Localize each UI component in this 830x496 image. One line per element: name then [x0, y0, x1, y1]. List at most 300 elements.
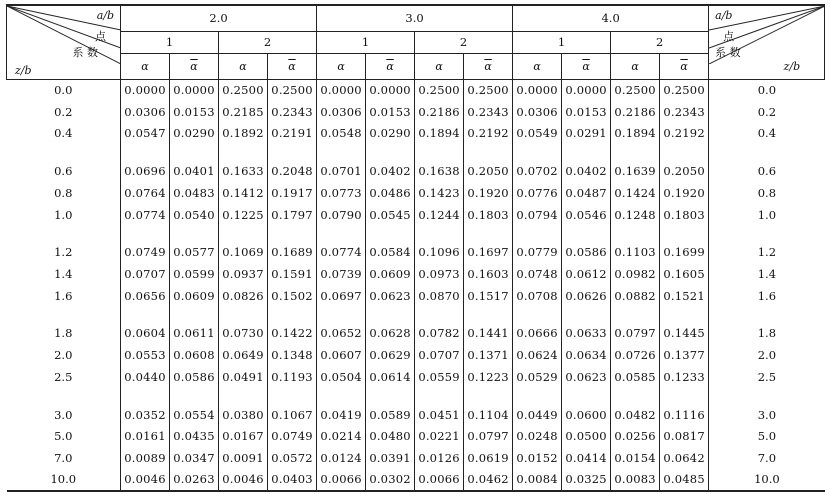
- coefficient-cell: 0.0708: [513, 285, 562, 307]
- z-value-right: 5.0: [709, 425, 825, 447]
- coefficient-cell: 0.0248: [513, 425, 562, 447]
- z-value-left: 0.8: [7, 182, 121, 204]
- coefficient-cell: 0.0608: [170, 344, 219, 366]
- coefficient-cell: 0.0652: [317, 323, 366, 345]
- alpha-header: α: [415, 53, 464, 79]
- coefficient-cell: 0.0066: [415, 469, 464, 491]
- ab-header-2: 3.0: [317, 5, 513, 31]
- corner-zb-label-right: z/b: [783, 59, 801, 73]
- coefficient-cell: 0.0577: [170, 241, 219, 263]
- point-header: 2: [415, 31, 513, 53]
- z-value-right: 2.0: [709, 344, 825, 366]
- spacer-cell: [121, 225, 170, 241]
- coefficient-cell: 0.0154: [611, 447, 660, 469]
- alpha-header: α: [219, 53, 268, 79]
- z-value-right: 1.8: [709, 323, 825, 345]
- coefficient-cell: 0.0817: [660, 425, 709, 447]
- spacer-cell: [611, 388, 660, 404]
- corner-coef-label-right: 系 数: [715, 46, 741, 59]
- alpha-header: α: [513, 53, 562, 79]
- coefficient-cell: 0.0623: [366, 285, 415, 307]
- table-row: [7, 344, 825, 366]
- z-value-right: 1.6: [709, 285, 825, 307]
- coefficient-cell: 0.1422: [268, 323, 317, 345]
- coefficient-cell: 0.2048: [268, 160, 317, 182]
- z-value-left: 1.6: [7, 285, 121, 307]
- coefficient-cell: 0.0609: [366, 263, 415, 285]
- z-value-left: 0.4: [7, 123, 121, 145]
- z-value-left: 3.0: [7, 404, 121, 426]
- coefficient-cell: 0.1244: [415, 204, 464, 226]
- coefficient-cell: 0.0586: [170, 366, 219, 388]
- coefficient-cell: 0.0302: [366, 469, 415, 491]
- coefficient-cell: 0.0697: [317, 285, 366, 307]
- coefficient-cell: 0.0263: [170, 469, 219, 491]
- coefficient-cell: 0.1638: [415, 160, 464, 182]
- z-value-left: 10.0: [7, 469, 121, 491]
- coefficient-cell: 0.0451: [415, 404, 464, 426]
- spacer-cell: [7, 144, 121, 160]
- coefficient-cell: 0.1917: [268, 182, 317, 204]
- coefficient-cell: 0.1803: [464, 204, 513, 226]
- coefficient-cell: 0.0091: [219, 447, 268, 469]
- coefficient-cell: 0.0391: [366, 447, 415, 469]
- coefficient-cell: 0.0870: [415, 285, 464, 307]
- coefficient-cell: 0.0589: [366, 404, 415, 426]
- coefficient-cell: 0.1920: [464, 182, 513, 204]
- spacer-cell: [611, 225, 660, 241]
- table-row: [7, 323, 825, 345]
- group-spacer: [7, 388, 825, 404]
- table-row: [7, 160, 825, 182]
- alpha-bar-header: $\overline{\alpha}$: [268, 53, 317, 79]
- spacer-cell: [709, 225, 825, 241]
- coefficient-cell: 0.0554: [170, 404, 219, 426]
- spacer-cell: [317, 144, 366, 160]
- coefficient-cell: 0.2343: [660, 101, 709, 123]
- coefficient-cell: 0.0614: [366, 366, 415, 388]
- coefficient-cell: 0.2186: [611, 101, 660, 123]
- spacer-cell: [317, 388, 366, 404]
- spacer-cell: [121, 144, 170, 160]
- spacer-cell: [709, 144, 825, 160]
- coefficient-cell: 0.1445: [660, 323, 709, 345]
- coefficient-cell: 0.0124: [317, 447, 366, 469]
- coefficient-cell: 0.0000: [513, 79, 562, 101]
- coefficient-cell: 0.1892: [219, 123, 268, 145]
- spacer-cell: [709, 388, 825, 404]
- table-row: [7, 263, 825, 285]
- spacer-cell: [366, 307, 415, 323]
- header-corner-left: [7, 5, 121, 79]
- coefficient-cell: 0.0500: [562, 425, 611, 447]
- coefficient-cell: 0.2500: [611, 79, 660, 101]
- coefficient-cell: 0.2186: [415, 101, 464, 123]
- corner-point-label: 点: [95, 30, 106, 43]
- alpha-bar-header: $\overline{\alpha}$: [170, 53, 219, 79]
- coefficient-cell: 0.0126: [415, 447, 464, 469]
- table-row: [7, 204, 825, 226]
- spacer-cell: [415, 307, 464, 323]
- spacer-cell: [660, 307, 709, 323]
- coefficient-cell: 0.0306: [121, 101, 170, 123]
- spacer-cell: [366, 388, 415, 404]
- coefficient-cell: 0.0380: [219, 404, 268, 426]
- coefficient-cell: 0.0402: [366, 160, 415, 182]
- alpha-bar-header: $\overline{\alpha}$: [366, 53, 415, 79]
- coefficient-cell: 0.0046: [219, 469, 268, 491]
- coefficient-cell: 0.1591: [268, 263, 317, 285]
- spacer-cell: [562, 144, 611, 160]
- corner-point-label-right: 点: [723, 30, 735, 43]
- spacer-cell: [7, 225, 121, 241]
- spacer-cell: [121, 388, 170, 404]
- coefficient-cell: 0.0782: [415, 323, 464, 345]
- coefficient-cell: 0.2050: [660, 160, 709, 182]
- coefficient-cell: 0.0167: [219, 425, 268, 447]
- coefficient-table: [6, 4, 825, 492]
- z-value-right: 7.0: [709, 447, 825, 469]
- coefficient-cell: 0.1116: [660, 404, 709, 426]
- spacer-cell: [268, 388, 317, 404]
- coefficient-cell: 0.1424: [611, 182, 660, 204]
- spacer-cell: [317, 307, 366, 323]
- z-value-right: 1.0: [709, 204, 825, 226]
- coefficient-cell: 0.0066: [317, 469, 366, 491]
- coefficient-cell: 0.2500: [660, 79, 709, 101]
- spacer-cell: [170, 225, 219, 241]
- spacer-cell: [7, 307, 121, 323]
- coefficient-cell: 0.0306: [513, 101, 562, 123]
- coefficient-cell: 0.0153: [366, 101, 415, 123]
- spacer-cell: [170, 388, 219, 404]
- coefficient-cell: 0.0749: [268, 425, 317, 447]
- coefficient-cell: 0.1920: [660, 182, 709, 204]
- coefficient-cell: 0.1894: [611, 123, 660, 145]
- z-value-left: 1.0: [7, 204, 121, 226]
- coefficient-cell: 0.1193: [268, 366, 317, 388]
- coefficient-cell: 0.1371: [464, 344, 513, 366]
- spacer-cell: [513, 225, 562, 241]
- coefficient-cell: 0.0549: [513, 123, 562, 145]
- point-header: 2: [611, 31, 709, 53]
- coefficient-cell: 0.1603: [464, 263, 513, 285]
- coefficient-cell: 0.0882: [611, 285, 660, 307]
- coefficient-cell: 0.0702: [513, 160, 562, 182]
- z-value-right: 3.0: [709, 404, 825, 426]
- coefficient-cell: 0.0626: [562, 285, 611, 307]
- coefficient-cell: 0.0628: [366, 323, 415, 345]
- coefficient-cell: 0.0774: [317, 241, 366, 263]
- spacer-cell: [219, 225, 268, 241]
- spacer-cell: [513, 307, 562, 323]
- spacer-cell: [219, 144, 268, 160]
- coefficient-cell: 0.0084: [513, 469, 562, 491]
- z-value-right: 10.0: [709, 469, 825, 491]
- spacer-cell: [709, 307, 825, 323]
- coefficient-cell: 0.0000: [121, 79, 170, 101]
- coefficient-cell: 0.0790: [317, 204, 366, 226]
- coefficient-cell: 0.0937: [219, 263, 268, 285]
- coefficient-cell: 0.2191: [268, 123, 317, 145]
- coefficient-cell: 0.0666: [513, 323, 562, 345]
- coefficient-cell: 0.0449: [513, 404, 562, 426]
- coefficient-cell: 0.0491: [219, 366, 268, 388]
- coefficient-cell: 0.1441: [464, 323, 513, 345]
- spacer-cell: [317, 225, 366, 241]
- spacer-cell: [219, 388, 268, 404]
- coefficient-cell: 0.0826: [219, 285, 268, 307]
- coefficient-cell: 0.0000: [366, 79, 415, 101]
- ab-header-1: 2.0: [121, 5, 317, 31]
- z-value-left: 1.4: [7, 263, 121, 285]
- coefficient-cell: 0.0306: [317, 101, 366, 123]
- coefficient-cell: 0.0776: [513, 182, 562, 204]
- coefficient-cell: 0.1423: [415, 182, 464, 204]
- corner-coef-label: 系 数: [72, 46, 98, 59]
- alpha-header: α: [317, 53, 366, 79]
- table-row: [7, 469, 825, 491]
- coefficient-cell: 0.1689: [268, 241, 317, 263]
- corner-zb-label: z/b: [15, 63, 32, 77]
- coefficient-cell: 0.0773: [317, 182, 366, 204]
- z-value-right: 0.2: [709, 101, 825, 123]
- coefficient-cell: 0.0633: [562, 323, 611, 345]
- spacer-cell: [7, 388, 121, 404]
- coefficient-cell: 0.0600: [562, 404, 611, 426]
- coefficient-cell: 0.0414: [562, 447, 611, 469]
- coefficient-cell: 0.2050: [464, 160, 513, 182]
- spacer-cell: [366, 144, 415, 160]
- coefficient-cell: 0.0797: [464, 425, 513, 447]
- coefficient-cell: 0.1233: [660, 366, 709, 388]
- coefficient-cell: 0.0739: [317, 263, 366, 285]
- z-value-left: 5.0: [7, 425, 121, 447]
- coefficient-cell: 0.1377: [660, 344, 709, 366]
- corner-ab-label-right: a/b: [715, 9, 733, 22]
- ab-header-3: 4.0: [513, 5, 709, 31]
- spacer-cell: [611, 144, 660, 160]
- coefficient-cell: 0.0419: [317, 404, 366, 426]
- z-value-left: 0.6: [7, 160, 121, 182]
- alpha-bar-header: $\overline{\alpha}$: [464, 53, 513, 79]
- coefficient-cell: 0.0642: [660, 447, 709, 469]
- group-spacer: [7, 144, 825, 160]
- spacer-cell: [562, 307, 611, 323]
- coefficient-cell: 0.0540: [170, 204, 219, 226]
- coefficient-cell: 0.0000: [562, 79, 611, 101]
- z-value-left: 1.2: [7, 241, 121, 263]
- alpha-bar-header: $\overline{\alpha}$: [562, 53, 611, 79]
- coefficient-cell: 0.0480: [366, 425, 415, 447]
- coefficient-cell: 0.0089: [121, 447, 170, 469]
- coefficient-cell: 0.1894: [415, 123, 464, 145]
- alpha-header: α: [121, 53, 170, 79]
- coefficient-cell: 0.0604: [121, 323, 170, 345]
- spacer-cell: [660, 225, 709, 241]
- coefficient-cell: 0.1633: [219, 160, 268, 182]
- coefficient-cell: 0.2192: [464, 123, 513, 145]
- coefficient-cell: 0.0572: [268, 447, 317, 469]
- coefficient-cell: 0.1517: [464, 285, 513, 307]
- coefficient-cell: 0.0000: [317, 79, 366, 101]
- coefficient-cell: 0.0624: [513, 344, 562, 366]
- z-value-right: 1.2: [709, 241, 825, 263]
- coefficient-cell: 0.0545: [366, 204, 415, 226]
- z-value-right: 1.4: [709, 263, 825, 285]
- z-value-right: 2.5: [709, 366, 825, 388]
- coefficient-cell: 0.0153: [170, 101, 219, 123]
- coefficient-cell: 0.0774: [121, 204, 170, 226]
- coefficient-cell: 0.0347: [170, 447, 219, 469]
- spacer-cell: [170, 144, 219, 160]
- coefficient-cell: 0.0707: [121, 263, 170, 285]
- spacer-cell: [660, 388, 709, 404]
- coefficient-cell: 0.1248: [611, 204, 660, 226]
- coefficient-cell: 0.1104: [464, 404, 513, 426]
- spacer-cell: [268, 144, 317, 160]
- coefficient-cell: 0.0634: [562, 344, 611, 366]
- coefficient-cell: 0.1069: [219, 241, 268, 263]
- coefficient-cell: 0.0585: [611, 366, 660, 388]
- coefficient-cell: 0.0559: [415, 366, 464, 388]
- spacer-cell: [513, 388, 562, 404]
- spacer-cell: [415, 225, 464, 241]
- coefficient-cell: 0.0973: [415, 263, 464, 285]
- coefficient-cell: 0.0504: [317, 366, 366, 388]
- coefficient-cell: 0.0612: [562, 263, 611, 285]
- coefficient-cell: 0.0586: [562, 241, 611, 263]
- coefficient-cell: 0.1412: [219, 182, 268, 204]
- coefficient-cell: 0.0462: [464, 469, 513, 491]
- coefficient-cell: 0.1502: [268, 285, 317, 307]
- coefficient-cell: 0.0611: [170, 323, 219, 345]
- spacer-cell: [562, 388, 611, 404]
- coefficient-cell: 0.0982: [611, 263, 660, 285]
- coefficient-cell: 0.0609: [170, 285, 219, 307]
- spacer-cell: [415, 388, 464, 404]
- coefficient-cell: 0.0000: [170, 79, 219, 101]
- table-row: [7, 285, 825, 307]
- coefficient-cell: 0.0290: [366, 123, 415, 145]
- table-row: [7, 79, 825, 101]
- spacer-cell: [366, 225, 415, 241]
- group-spacer: [7, 307, 825, 323]
- coefficient-cell: 0.0083: [611, 469, 660, 491]
- coefficient-cell: 0.0487: [562, 182, 611, 204]
- coefficient-cell: 0.2500: [415, 79, 464, 101]
- coefficient-cell: 0.0482: [611, 404, 660, 426]
- coefficient-cell: 0.1797: [268, 204, 317, 226]
- coefficient-cell: 0.0486: [366, 182, 415, 204]
- coefficient-cell: 0.0619: [464, 447, 513, 469]
- table-row: [7, 101, 825, 123]
- coefficient-cell: 0.1348: [268, 344, 317, 366]
- coefficient-cell: 0.0749: [121, 241, 170, 263]
- point-header: 1: [513, 31, 611, 53]
- table-row: [7, 404, 825, 426]
- spacer-cell: [170, 307, 219, 323]
- coefficient-cell: 0.1803: [660, 204, 709, 226]
- coefficient-cell: 0.2192: [660, 123, 709, 145]
- coefficient-cell: 0.0599: [170, 263, 219, 285]
- coefficient-cell: 0.0325: [562, 469, 611, 491]
- coefficient-cell: 0.0696: [121, 160, 170, 182]
- z-value-left: 2.0: [7, 344, 121, 366]
- coefficient-cell: 0.1639: [611, 160, 660, 182]
- coefficient-cell: 0.1225: [219, 204, 268, 226]
- z-value-left: 0.2: [7, 101, 121, 123]
- coefficient-cell: 0.0547: [121, 123, 170, 145]
- coefficient-cell: 0.0730: [219, 323, 268, 345]
- coefficient-cell: 0.1699: [660, 241, 709, 263]
- coefficient-cell: 0.0797: [611, 323, 660, 345]
- coefficient-cell: 0.0548: [317, 123, 366, 145]
- spacer-cell: [464, 388, 513, 404]
- z-value-left: 2.5: [7, 366, 121, 388]
- coefficient-cell: 0.1697: [464, 241, 513, 263]
- spacer-cell: [562, 225, 611, 241]
- coefficient-cell: 0.0046: [121, 469, 170, 491]
- coefficient-cell: 0.1605: [660, 263, 709, 285]
- spacer-cell: [464, 144, 513, 160]
- alpha-bar-header: $\overline{\alpha}$: [660, 53, 709, 79]
- z-value-left: 1.8: [7, 323, 121, 345]
- coefficient-cell: 0.1067: [268, 404, 317, 426]
- coefficient-cell: 0.0483: [170, 182, 219, 204]
- coefficient-cell: 0.0623: [562, 366, 611, 388]
- coefficient-cell: 0.2343: [464, 101, 513, 123]
- coefficient-cell: 0.0214: [317, 425, 366, 447]
- table-body: [7, 79, 825, 491]
- coefficient-cell: 0.0553: [121, 344, 170, 366]
- spacer-cell: [660, 144, 709, 160]
- coefficient-cell: 0.0152: [513, 447, 562, 469]
- coefficient-cell: 0.0649: [219, 344, 268, 366]
- coefficient-cell: 0.0435: [170, 425, 219, 447]
- coefficient-cell: 0.0221: [415, 425, 464, 447]
- coefficient-cell: 0.2343: [268, 101, 317, 123]
- group-spacer: [7, 225, 825, 241]
- point-header: 2: [219, 31, 317, 53]
- table-row: [7, 241, 825, 263]
- table-row: [7, 123, 825, 145]
- coefficient-cell: 0.1096: [415, 241, 464, 263]
- alpha-header: α: [611, 53, 660, 79]
- coefficient-cell: 0.0607: [317, 344, 366, 366]
- coefficient-cell: 0.0629: [366, 344, 415, 366]
- z-value-right: 0.0: [709, 79, 825, 101]
- coefficient-cell: 0.0256: [611, 425, 660, 447]
- corner-ab-label: a/b: [96, 9, 114, 22]
- coefficient-cell: 0.2500: [268, 79, 317, 101]
- table-row: [7, 182, 825, 204]
- coefficient-cell: 0.2185: [219, 101, 268, 123]
- coefficient-cell: 0.0153: [562, 101, 611, 123]
- spacer-cell: [268, 307, 317, 323]
- spacer-cell: [415, 144, 464, 160]
- coefficient-cell: 0.1103: [611, 241, 660, 263]
- coefficient-cell: 0.0701: [317, 160, 366, 182]
- coefficient-cell: 0.0779: [513, 241, 562, 263]
- coefficient-cell: 0.0403: [268, 469, 317, 491]
- coefficient-cell: 0.0485: [660, 469, 709, 491]
- coefficient-cell: 0.0707: [415, 344, 464, 366]
- coefficient-cell: 0.0794: [513, 204, 562, 226]
- spacer-cell: [268, 225, 317, 241]
- point-header: 1: [317, 31, 415, 53]
- coefficient-cell: 0.0656: [121, 285, 170, 307]
